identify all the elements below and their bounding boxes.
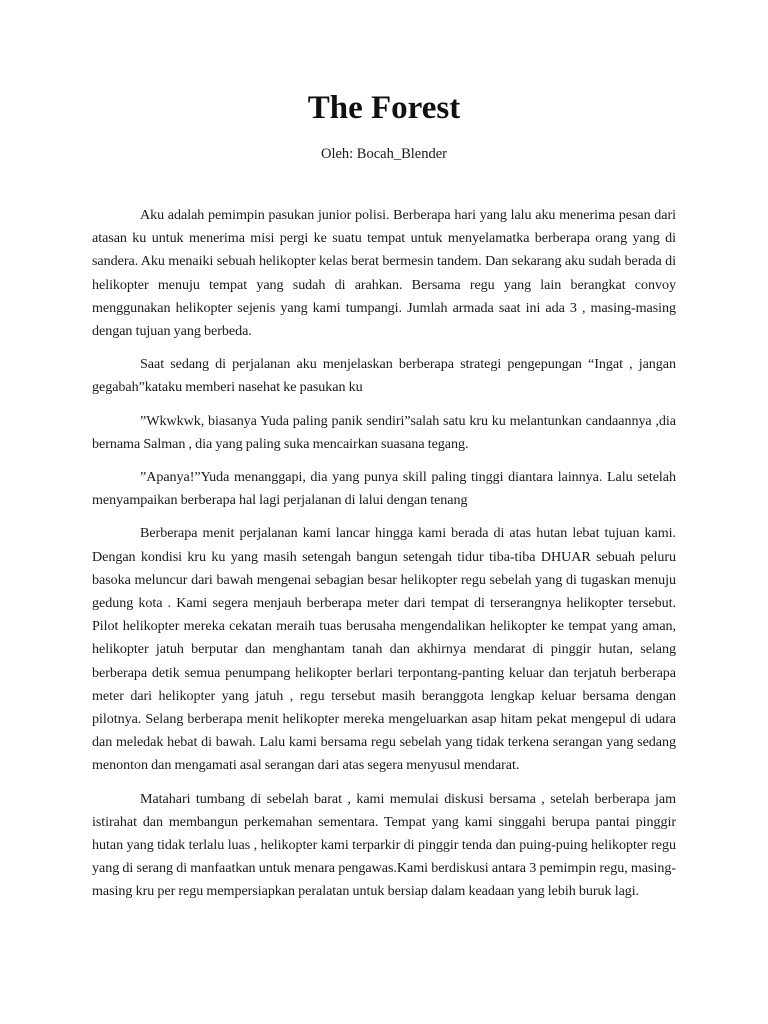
paragraph-2: Saat sedang di perjalanan aku menjelaskan berberapa strategi pengepungan “Ingat , jangan gegabah”kataku memberi nasehat ke pasukan ku — [92, 356, 676, 396]
paragraph-1: Aku adalah pemimpin pasukan junior polisi. Berberapa hari yang lalu aku menerima pesan dari atasan ku untuk menerima misi pergi ke suatu tempat untuk menyelamatka berberapa orang yang di sandera. Aku menaiki sebuah helikopter kelas berat bermesin tandem. Dan sekarang aku sudah berada di helikopter menuju tempat yang sudah di arahkan. Bersama regu yang lain berangkat convoy menggunakan helikopter sejenis yang kami tumpangi. Jumlah armada saat ini ada 3 , masing-masing dengan tujuan yang berbeda. — [92, 207, 676, 340]
paragraph-4: ”Apanya!”Yuda menanggapi, dia yang punya skill paling tinggi diantara lainnya. Lalu setelah menyampaikan berberapa hal lagi perjalanan di lalui dengan tenang — [92, 469, 676, 509]
document-author: Oleh: Bocah_Blender — [320, 146, 448, 162]
document-body — [92, 204, 676, 914]
paragraph-6: Matahari tumbang di sebelah barat , kami memulai diskusi bersama , setelah berberapa jam istirahat dan membangun perkemahan sementara. Tempat yang kami singgahi berupa pantai pinggir hutan yang tidak terlalu luas , helikopter kami terparkir di pinggir tenda dan puing-puing helikopter regu yang di serang di manfaatkan untuk menara pengawas.Kami berdiskusi antara 3 pemimpin regu, masing-masing kru per regu mempersiapkan peralatan untuk bersiap dalam keadaan yang lebih buruk lagi. — [92, 790, 676, 900]
document-title: The Forest — [307, 90, 461, 126]
paragraph-5: Berberapa menit perjalanan kami lancar hingga kami berada di atas hutan lebat tujuan kami. Dengan kondisi kru ku yang masih setengah bangun setengah tidur tiba-tiba DHUAR sebuah peluru basoka meluncur dari bawah mengenai sebagian besar helikopter regu sebelah yang di tugaskan menuju gedung kota . Kami segera menjauh berberapa meter dari tempat di terserangnya helikopter tersebut. Pilot helikopter mereka cekatan meraih tuas berusaha mengendalikan helikopter ke tempat yang aman, helikopter jatuh berputar dan menghantam tanah dan akhirnya mendarat di pinggir hutan, selang berberapa detik semua penumpang helikopter berlari terpontang-panting keluar dan terjatuh berberapa meter dari helikopter yang jatuh , regu tersebut masih beranggota lengkap keluar bersama dengan pilotnya. Selang berberapa menit helikopter mereka mengeluarkan asap hitam pekat mengepul di udara dan meledak hebat di bawah. Lalu kami bersama regu sebelah yang tidak terkena serangan yang sedang menonton dan mengamati asal serangan dari atas segera menyusul mendarat. — [92, 525, 676, 774]
paragraph-3: ”Wkwkwk, biasanya Yuda paling panik sendiri”salah satu kru ku melantunkan candaannya ,dia bernama Salman , dia yang paling suka mencairkan suasana tegang. — [92, 412, 676, 452]
